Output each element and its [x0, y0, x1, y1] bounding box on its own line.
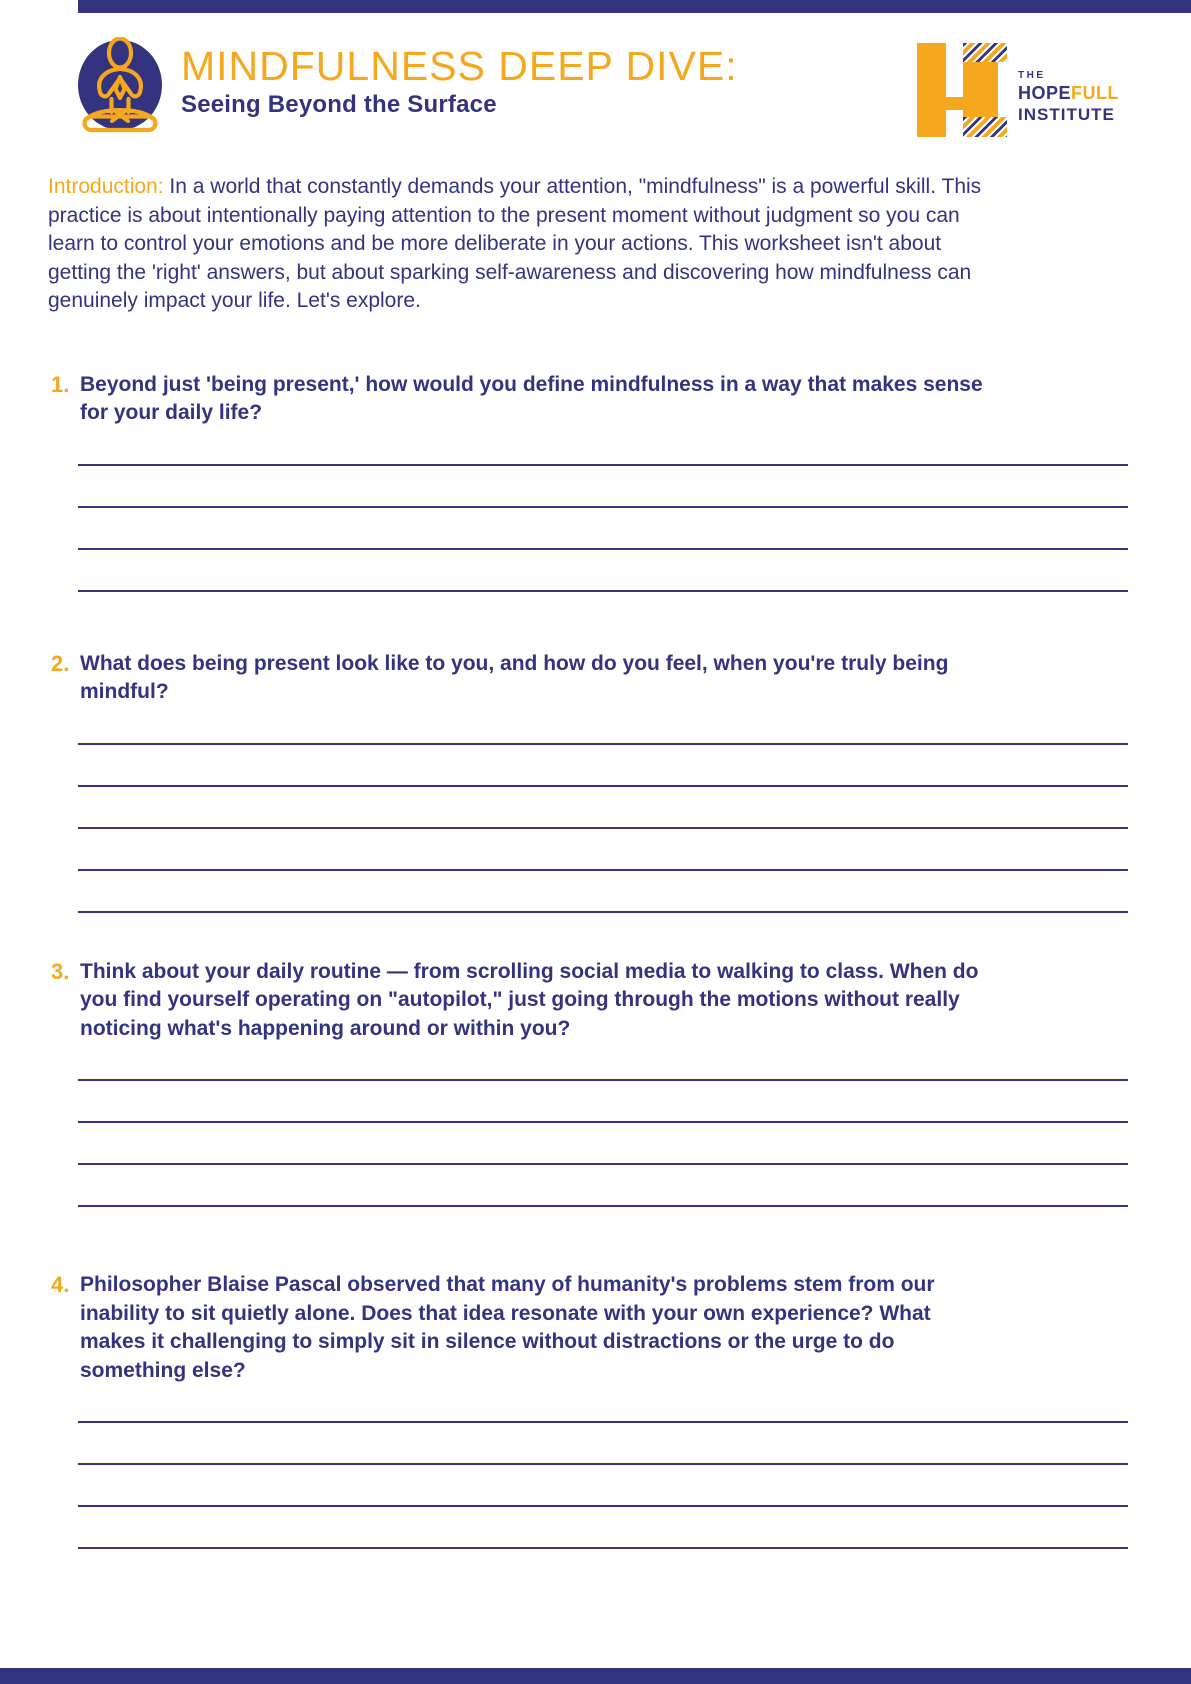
- question-number: 1.: [51, 371, 70, 397]
- question-text: What does being present look like to you, and how do you feel, when you're truly being mindful?: [80, 651, 949, 703]
- answer-line: [78, 787, 1128, 829]
- question-number: 2.: [51, 650, 70, 676]
- question-number: 4.: [51, 1272, 70, 1297]
- question-text: Philosopher Blaise Pascal observed that many of humanity's problems stem from our inability to sit quietly alone. Does that idea resonate with your own experience? What makes it challenging to simply sit in silence without distractions or the urge to do something else?: [80, 1273, 935, 1382]
- h-crossbar: [946, 97, 963, 110]
- question-text: Think about your daily routine — from scrolling social media to walking to class. When do you find yourself operating on "autopilot," just going through the motions without really noticing what's happening around or within you?: [80, 959, 979, 1040]
- answer-line: [78, 745, 1128, 787]
- h-left-bar: [917, 43, 946, 137]
- answer-line: [78, 1165, 1128, 1207]
- answer-lines: [78, 1385, 1128, 1549]
- answer-lines: [78, 707, 1128, 913]
- question: [48, 1271, 1191, 1549]
- answer-line: [78, 1385, 1128, 1423]
- logo-text-hopefull: [1018, 83, 1119, 104]
- answer-line: [78, 466, 1128, 508]
- logo-text-institute: INSTITUTE: [1018, 105, 1115, 124]
- answer-lines: [78, 1043, 1128, 1207]
- logo-text-hope: HOPE: [1018, 83, 1072, 103]
- answer-line: [78, 1043, 1128, 1081]
- introduction-label: Introduction:: [48, 175, 164, 198]
- hopefull-institute-logo: [917, 43, 1119, 137]
- page-title: MINDFULNESS DEEP DIVE:: [181, 43, 738, 89]
- title-block: [181, 37, 738, 119]
- question-text: Beyond just 'being present,' how would you define mindfulness in a way that makes sense for your daily life?: [80, 372, 983, 424]
- answer-line: [78, 829, 1128, 871]
- h-striped-bottom: [963, 117, 1007, 137]
- logo-text-full: FULL: [1071, 83, 1119, 103]
- questions: [0, 371, 1191, 1550]
- answer-line: [78, 1465, 1128, 1507]
- answer-line: [78, 1507, 1128, 1549]
- introduction-paragraph: [48, 173, 998, 316]
- answer-line: [78, 550, 1128, 592]
- question-number: 3.: [51, 958, 70, 984]
- answer-line: [78, 1423, 1128, 1465]
- hopefull-h-icon: [917, 43, 1007, 137]
- question: [48, 371, 1191, 592]
- h-right-bar: [963, 62, 998, 117]
- question-head: [48, 650, 1191, 707]
- answer-line: [78, 1081, 1128, 1123]
- question-head: [48, 1271, 1191, 1385]
- answer-line: [78, 707, 1128, 745]
- page-subtitle: Seeing Beyond the Surface: [181, 91, 497, 119]
- header: [0, 0, 1191, 137]
- question-head: [48, 958, 1191, 1044]
- answer-line: [78, 508, 1128, 550]
- bottom-accent-bar: [0, 1668, 1191, 1684]
- meditating-person-icon: [75, 37, 165, 137]
- answer-line: [78, 428, 1128, 466]
- introduction-text: In a world that constantly demands your attention, "mindfulness" is a powerful skill. This practice is about intentionally paying attention to the present moment without judgment so you can learn to control your emotions and be more deliberate in your actions. This worksheet isn't about getting the 'right' answers, but about sparking self-awareness and discovering how mindfulness can genuinely impact your life. Let's explore.: [48, 175, 982, 312]
- question-head: [48, 371, 1191, 428]
- question: [48, 650, 1191, 913]
- answer-line: [78, 871, 1128, 913]
- question: [48, 958, 1191, 1208]
- answer-line: [78, 1123, 1128, 1165]
- logo-text-the: THE: [1018, 70, 1046, 81]
- h-striped-top: [963, 43, 1007, 62]
- top-accent-bar: [78, 0, 1191, 13]
- hopefull-logo-text: [1018, 43, 1119, 137]
- answer-lines: [78, 428, 1128, 592]
